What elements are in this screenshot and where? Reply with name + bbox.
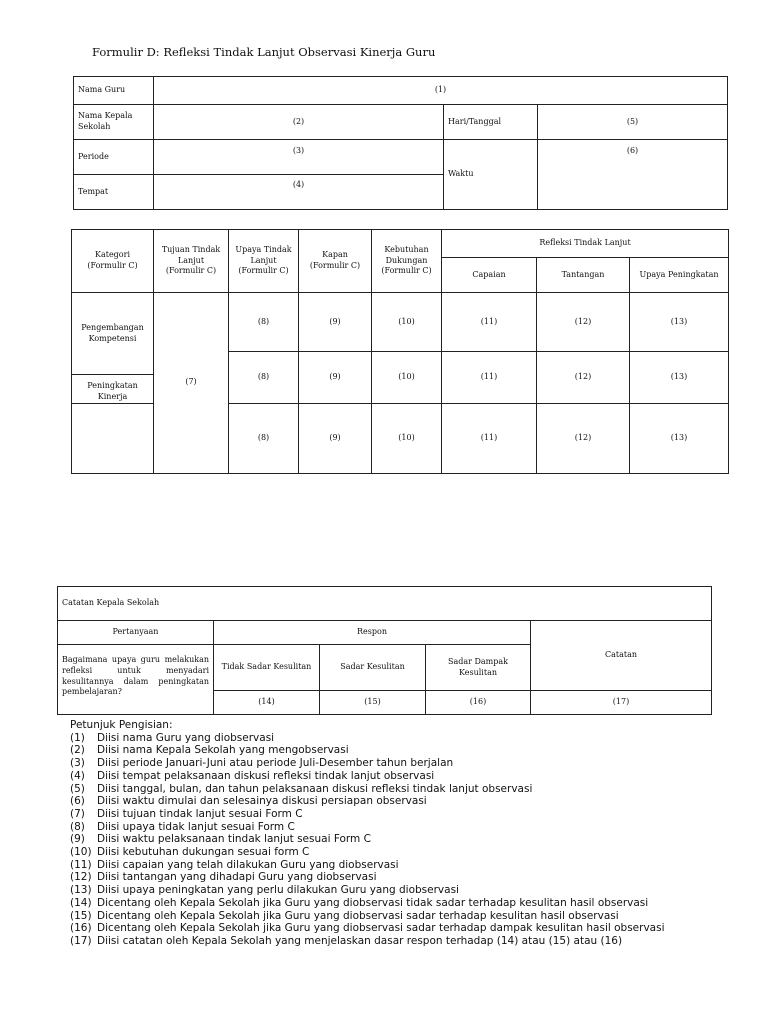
row1-capaian[interactable]: (11) (442, 293, 537, 352)
row1-upaya-peningkatan[interactable]: (13) (630, 293, 729, 352)
instruction-item (70, 744, 760, 757)
header-refleksi: Refleksi Tindak Lanjut (442, 230, 729, 258)
instruction-item (70, 795, 760, 808)
instruction-item (70, 910, 760, 923)
instruction-item (70, 808, 760, 821)
instruction-text: Dicentang oleh Kepala Sekolah jika Guru yang diobservasi tidak sadar terhadap kesulitan hasil observasi (97, 896, 649, 909)
header-upaya-peningkatan: Upaya Peningkatan (630, 258, 729, 293)
row1-kapan[interactable]: (9) (299, 293, 372, 352)
instruction-text: Diisi waktu dimulai dan selesainya diskusi persiapan observasi (97, 795, 427, 808)
instruction-item (70, 846, 760, 859)
notes-option-sadar-dampak: Sadar Dampak Kesulitan (426, 645, 531, 691)
instruction-number: (12) (70, 871, 92, 884)
periode-label: Periode (74, 140, 154, 175)
instruction-number: (16) (70, 922, 92, 935)
row2-upaya[interactable]: (8) (229, 352, 299, 403)
hari-tanggal-value[interactable]: (5) (538, 105, 728, 140)
instruction-number: (11) (70, 858, 92, 871)
instruction-text: Dicentang oleh Kepala Sekolah jika Guru yang diobservasi sadar terhadap dampak kesulitan hasil observasi (97, 922, 665, 935)
instruction-text: Diisi waktu pelaksanaan tindak lanjut sesuai Form C (97, 833, 371, 846)
row1-tantangan[interactable]: (12) (537, 293, 630, 352)
instruction-text: Diisi tempat pelaksanaan diskusi refleksi tindak lanjut observasi (97, 769, 435, 782)
instruction-text: Diisi nama Guru yang diobservasi (97, 731, 275, 744)
instruction-item (70, 783, 760, 796)
notes-option-tidak-sadar: Tidak Sadar Kesulitan (214, 645, 320, 691)
instruction-item (70, 821, 760, 834)
row3-kapan[interactable]: (9) (299, 403, 372, 473)
notes-check-16[interactable]: (16) (426, 691, 531, 715)
row3-category-empty (72, 403, 154, 473)
row3-upaya[interactable]: (8) (229, 403, 299, 473)
instruction-item (70, 935, 760, 948)
hari-tanggal-label: Hari/Tanggal (444, 105, 538, 140)
periode-value[interactable]: (3) (154, 140, 444, 175)
instruction-number: (17) (70, 934, 92, 947)
instruction-text: Diisi kebutuhan dukungan sesuai form C (97, 846, 310, 859)
instruction-text: Diisi periode Januari-Juni atau periode Juli-Desember tahun berjalan (97, 757, 454, 770)
header-tujuan: Tujuan Tindak Lanjut (Formulir C) (154, 230, 229, 293)
notes-question: Bagaimana upaya guru melakukan refleksi untuk menyadari kesulitannya dalam peningkatan pembelajaran? (58, 645, 214, 715)
waktu-value[interactable]: (6) (538, 140, 728, 210)
instruction-number: (2) (70, 744, 85, 757)
header-kapan: Kapan (Formulir C) (299, 230, 372, 293)
row2-kebutuhan[interactable]: (10) (372, 352, 442, 403)
instruction-number: (8) (70, 820, 85, 833)
instructions-list (70, 732, 760, 948)
instruction-number: (14) (70, 896, 92, 909)
header-kebutuhan: Kebutuhan Dukungan (Formulir C) (372, 230, 442, 293)
instruction-text: Diisi tantangan yang dihadapi Guru yang diobservasi (97, 871, 377, 884)
notes-table (57, 586, 712, 715)
instruction-item (70, 757, 760, 770)
row2-capaian[interactable]: (11) (442, 352, 537, 403)
nama-guru-value[interactable]: (1) (154, 77, 728, 105)
instruction-number: (7) (70, 807, 85, 820)
header-tantangan: Tantangan (537, 258, 630, 293)
notes-check-15[interactable]: (15) (320, 691, 426, 715)
row1-upaya[interactable]: (8) (229, 293, 299, 352)
instruction-item (70, 922, 760, 935)
nama-kepala-value[interactable]: (2) (154, 105, 444, 140)
instruction-text: Diisi capaian yang telah dilakukan Guru yang diobservasi (97, 858, 399, 871)
notes-catatan-value[interactable]: (17) (531, 691, 712, 715)
row1-kebutuhan[interactable]: (10) (372, 293, 442, 352)
nama-guru-label: Nama Guru (74, 77, 154, 105)
tujuan-value[interactable]: (7) (154, 293, 229, 474)
header-upaya: Upaya Tindak Lanjut (Formulir C) (229, 230, 299, 293)
tempat-label: Tempat (74, 175, 154, 210)
instruction-text: Diisi catatan oleh Kepala Sekolah yang menjelaskan dasar respon terhadap (14) atau (15) atau (16) (97, 934, 623, 947)
row2-tantangan[interactable]: (12) (537, 352, 630, 403)
category-peningkatan: Peningkatan Kinerja (87, 381, 138, 401)
instruction-number: (1) (70, 731, 85, 744)
waktu-label: Waktu (444, 140, 538, 210)
instruction-number: (6) (70, 795, 85, 808)
row3-kebutuhan[interactable]: (10) (372, 403, 442, 473)
reflection-table (71, 229, 729, 474)
nama-kepala-label: Nama Kepala Sekolah (74, 105, 154, 140)
category-cell (72, 293, 154, 404)
header-kategori: Kategori (Formulir C) (72, 230, 154, 293)
instruction-item (70, 770, 760, 783)
instruction-number: (13) (70, 884, 92, 897)
instruction-item (70, 897, 760, 910)
category-pengembangan: Pengembangan Kompetensi (72, 293, 153, 375)
instruction-number: (3) (70, 757, 85, 770)
row3-capaian[interactable]: (11) (442, 403, 537, 473)
instruction-number: (9) (70, 833, 85, 846)
tempat-value[interactable]: (4) (154, 175, 444, 210)
instruction-text: Diisi upaya tidak lanjut sesuai Form C (97, 820, 295, 833)
notes-check-14[interactable]: (14) (214, 691, 320, 715)
instruction-text: Diisi nama Kepala Sekolah yang mengobservasi (97, 744, 349, 757)
instructions-title: Petunjuk Pengisian: (70, 719, 173, 731)
instruction-item (70, 884, 760, 897)
row3-tantangan[interactable]: (12) (537, 403, 630, 473)
instruction-number: (15) (70, 909, 92, 922)
row3-upaya-peningkatan[interactable]: (13) (630, 403, 729, 473)
notes-respon-header: Respon (214, 621, 531, 645)
identity-table (73, 76, 728, 210)
instruction-item (70, 859, 760, 872)
instruction-item (70, 732, 760, 745)
instructions (70, 719, 760, 948)
instruction-text: Dicentang oleh Kepala Sekolah jika Guru yang diobservasi sadar terhadap kesulitan hasil observasi (97, 909, 619, 922)
notes-pertanyaan-header: Pertanyaan (58, 621, 214, 645)
row2-kapan[interactable]: (9) (299, 352, 372, 403)
instruction-text: Diisi upaya peningkatan yang perlu dilakukan Guru yang diobservasi (97, 884, 459, 897)
notes-catatan-header: Catatan (531, 621, 712, 691)
instruction-number: (4) (70, 769, 85, 782)
instruction-item (70, 871, 760, 884)
instruction-number: (5) (70, 782, 85, 795)
row2-upaya-peningkatan[interactable]: (13) (630, 352, 729, 403)
notes-title: Catatan Kepala Sekolah (58, 587, 712, 621)
instruction-text: Diisi tujuan tindak lanjut sesuai Form C (97, 807, 303, 820)
instruction-number: (10) (70, 846, 92, 859)
instruction-text: Diisi tanggal, bulan, dan tahun pelaksanaan diskusi refleksi tindak lanjut observasi (97, 782, 533, 795)
notes-option-sadar: Sadar Kesulitan (320, 645, 426, 691)
header-capaian: Capaian (442, 258, 537, 293)
form-title: Formulir D: Refleksi Tindak Lanjut Observasi Kinerja Guru (92, 45, 436, 59)
instruction-item (70, 833, 760, 846)
